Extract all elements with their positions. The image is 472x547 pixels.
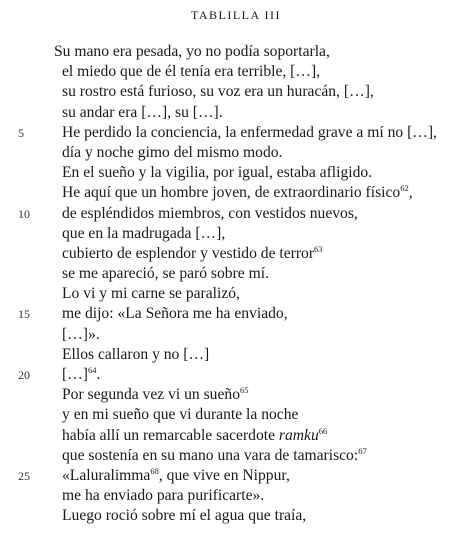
- verse-line: [0, 466, 472, 486]
- verse-line: [0, 183, 472, 203]
- text-run: y en mi sueño que vi durante la noche: [62, 406, 299, 424]
- italic-term: ramku: [278, 426, 319, 444]
- verse-text: [62, 103, 223, 123]
- text-run: […]».: [62, 325, 100, 343]
- footnote-ref: 64: [87, 365, 97, 375]
- text-run: de espléndidos miembros, con vestidos nuevos,: [62, 204, 358, 222]
- line-number: 20: [18, 368, 30, 382]
- verse-text: [62, 365, 100, 385]
- verse-line: [0, 244, 472, 264]
- verse-line: [0, 264, 472, 284]
- verse-line: [0, 42, 472, 62]
- verse-text: [62, 224, 225, 244]
- text-run: el miedo que de él tenía era terrible, […],: [62, 63, 321, 81]
- verse-text: [62, 143, 282, 163]
- verse-line: [0, 426, 472, 446]
- text-run: Lo vi y mi carne se paralizó,: [62, 285, 240, 303]
- verse-line: [0, 123, 472, 143]
- verse-line: [0, 486, 472, 506]
- line-number: 15: [18, 307, 30, 322]
- verse-line: [0, 506, 472, 526]
- footnote-ref: 66: [318, 425, 328, 436]
- text-run: , que vive en Nippur,: [158, 466, 290, 484]
- verse-text: [54, 42, 330, 62]
- text-run: Su mano era pesada, yo no podía soportarla,: [54, 43, 330, 60]
- verse-text: [62, 163, 372, 183]
- verse-line: [0, 204, 472, 224]
- text-run: .: [96, 366, 101, 383]
- verse-line: [0, 325, 472, 345]
- line-number: 25: [18, 468, 30, 483]
- verse-text: [62, 385, 249, 405]
- verse-line: [0, 345, 472, 365]
- verse-line: [0, 62, 472, 82]
- text-run: En el sueño y la vigilia, por igual, estaba afligido.: [62, 164, 373, 182]
- page-header: TABLILLA III: [190, 8, 282, 22]
- text-run: He aquí que un hombre joven, de extraordinario físico: [62, 184, 401, 202]
- verse-text: [62, 264, 269, 284]
- footnote-ref: 68: [150, 465, 159, 476]
- text-run: […]: [62, 366, 88, 383]
- verse-text: [62, 405, 298, 425]
- verse-line: [0, 365, 472, 385]
- verse-line: [0, 385, 472, 405]
- footnote-ref: 67: [358, 445, 367, 456]
- verse-text: [62, 123, 437, 143]
- text-run: Por segunda vez vi un sueño: [62, 386, 240, 404]
- footnote-ref: 63: [314, 243, 323, 254]
- verse-line: [0, 103, 472, 123]
- text-run: que sostenía en su mano una vara de tamarisco:: [62, 446, 359, 464]
- line-number: 5: [18, 125, 24, 140]
- verse-line: [0, 446, 472, 466]
- verse-line: [0, 304, 472, 324]
- verse-text: [62, 345, 209, 365]
- footnote-ref: 65: [240, 385, 249, 396]
- text-run: «Laluralimma: [62, 466, 151, 484]
- verse-text: [62, 304, 288, 324]
- verse-line: [0, 143, 472, 163]
- text-run: He perdido la conciencia, la enfermedad grave a mí no […],: [62, 123, 437, 141]
- text-run: había allí un remarcable sacerdote: [62, 426, 279, 444]
- poem-text: [0, 42, 472, 527]
- verse-text: [62, 446, 367, 466]
- text-run: su rostro está furioso, su voz era un huracán, […],: [62, 83, 374, 101]
- verse-text: [62, 466, 290, 486]
- verse-text: [62, 183, 413, 203]
- verse-text: [62, 204, 358, 224]
- text-run: me ha enviado para purificarte».: [62, 487, 265, 505]
- verse-text: [62, 506, 306, 526]
- verse-line: [0, 284, 472, 304]
- text-run: que en la madrugada […],: [62, 224, 226, 242]
- text-run: se me apareció, se paró sobre mí.: [62, 265, 269, 283]
- verse-line: [0, 163, 472, 183]
- text-run: Ellos callaron y no […]: [62, 345, 210, 363]
- verse-text: [62, 82, 374, 102]
- line-number: 10: [18, 206, 30, 221]
- text-run: ,: [408, 184, 413, 202]
- verse-text: [62, 62, 320, 82]
- text-run: me dijo: «La Señora me ha enviado,: [62, 305, 288, 323]
- verse-text: [62, 486, 264, 506]
- text-run: Luego roció sobre mí el agua que traía,: [62, 507, 307, 525]
- text-run: cubierto de esplendor y vestido de terror: [62, 244, 315, 262]
- verse-text: [62, 284, 240, 304]
- verse-line: [0, 82, 472, 102]
- verse-text: [62, 244, 323, 264]
- verse-line: [0, 405, 472, 425]
- verse-line: [0, 224, 472, 244]
- verse-text: [62, 325, 100, 345]
- verse-text: [62, 426, 327, 446]
- text-run: día y noche gimo del mismo modo.: [62, 143, 283, 161]
- footnote-ref: 62: [400, 183, 409, 194]
- text-run: su andar era […], su […].: [62, 103, 223, 121]
